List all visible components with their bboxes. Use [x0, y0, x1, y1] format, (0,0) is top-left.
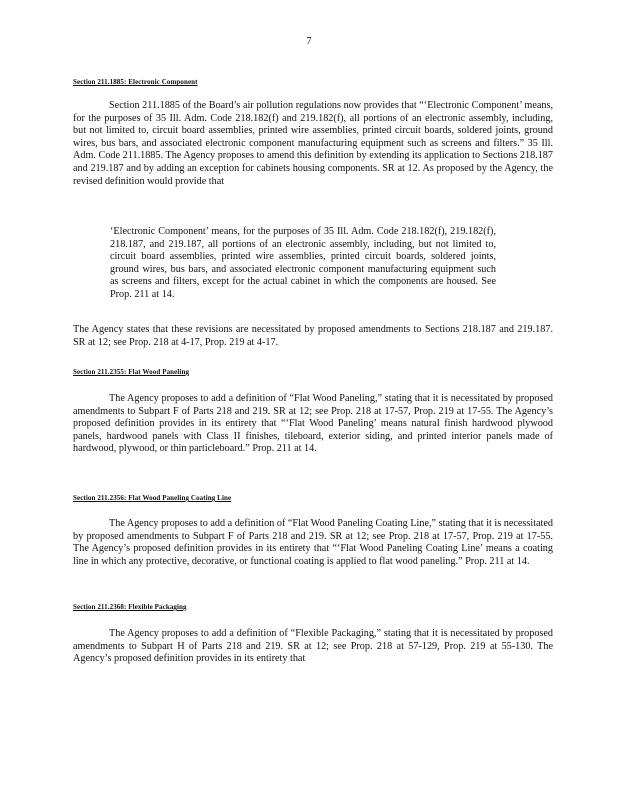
section-paragraph: The Agency proposes to add a definition of “Flat Wood Paneling Coating Line,” stating that it is necessitated by proposed amendments to Subpart F of Parts 218 and 219. SR at 12; see Prop. 218 at 17-57, Prop. 219 at 17-55. The Agency’s proposed definition provides in its entirety that “‘Flat Wood Paneling Coating Line’ means a coating line in which any protective, decorative, or functional coating is applied to flat wood paneling.” Prop. 211 at 14. [73, 518, 553, 567]
section-paragraph: The Agency proposes to add a definition of “Flexible Packaging,” stating that it is necessitated by proposed amendments to Subpart H of Parts 218 and 219. SR at 12; see Prop. 218 at 57-129, Prop. 219 at 55-130. The Agency’s proposed definition provides in its entirety that [73, 628, 553, 665]
page-number: 7 [306, 36, 312, 47]
section-heading-flat-wood-paneling-coating-line: Section 211.2356: Flat Wood Paneling Coating Line [73, 494, 232, 502]
section-heading-electronic-component: Section 211.1885: Electronic Component [73, 78, 198, 86]
section-paragraph: The Agency proposes to add a definition of “Flat Wood Paneling,” stating that it is necessitated by proposed amendments to Subpart F of Parts 218 and 219. SR at 12; see Prop. 218 at 17-57, Prop. 219 at 17-55. The Agency’s proposed definition provides in its entirety that “‘Flat Wood Paneling’ means natural finish hardwood plywood panels, hardwood panels with Class II finishes, tileboard, exterior siding, and printed interior panels made of hardwood, plywood, or thin particleboard.” Prop. 211 at 14. [73, 393, 553, 455]
section-paragraph: Section 211.1885 of the Board’s air pollution regulations now provides that “‘Electronic Component’ means, for the purposes of 35 Ill. Adm. Code 218.182(f) and 219.182(f), all portions of an electronic assembly, including, but not limited to, circuit board assemblies, printed wire assemblies, printed circuit boards, soldered joints, ground wires, bus bars, and associated electronic component manufacturing equipment such as screens and filters.” 35 Ill. Adm. Code 211.1885. The Agency proposes to amend this definition by extending its application to Sections 218.187 and 219.187 and by adding an exception for cabinets housing components. SR at 12. As proposed by the Agency, the revised definition would provide that [73, 100, 553, 187]
section-heading-flexible-packaging: Section 211.2368: Flexible Packaging [73, 603, 187, 611]
block-quote: ‘Electronic Component’ means, for the purposes of 35 Ill. Adm. Code 218.182(f), 219.182(f), 218.187, and 219.187, all portions of an electronic assembly, including, but not limited to, circuit board assemblies, printed wire assemblies, printed circuit boards, soldered joints, ground wires, bus bars, and associated electronic component manufacturing equipment such as screens and filters, except for the actual cabinet in which the components are housed. See Prop. 211 at 14. [110, 226, 496, 300]
section-paragraph: The Agency states that these revisions are necessitated by proposed amendments to Sections 218.187 and 219.187. SR at 12; see Prop. 218 at 4-17, Prop. 219 at 4-17. [73, 324, 553, 348]
section-heading-flat-wood-paneling: Section 211.2355: Flat Wood Paneling [73, 368, 190, 376]
